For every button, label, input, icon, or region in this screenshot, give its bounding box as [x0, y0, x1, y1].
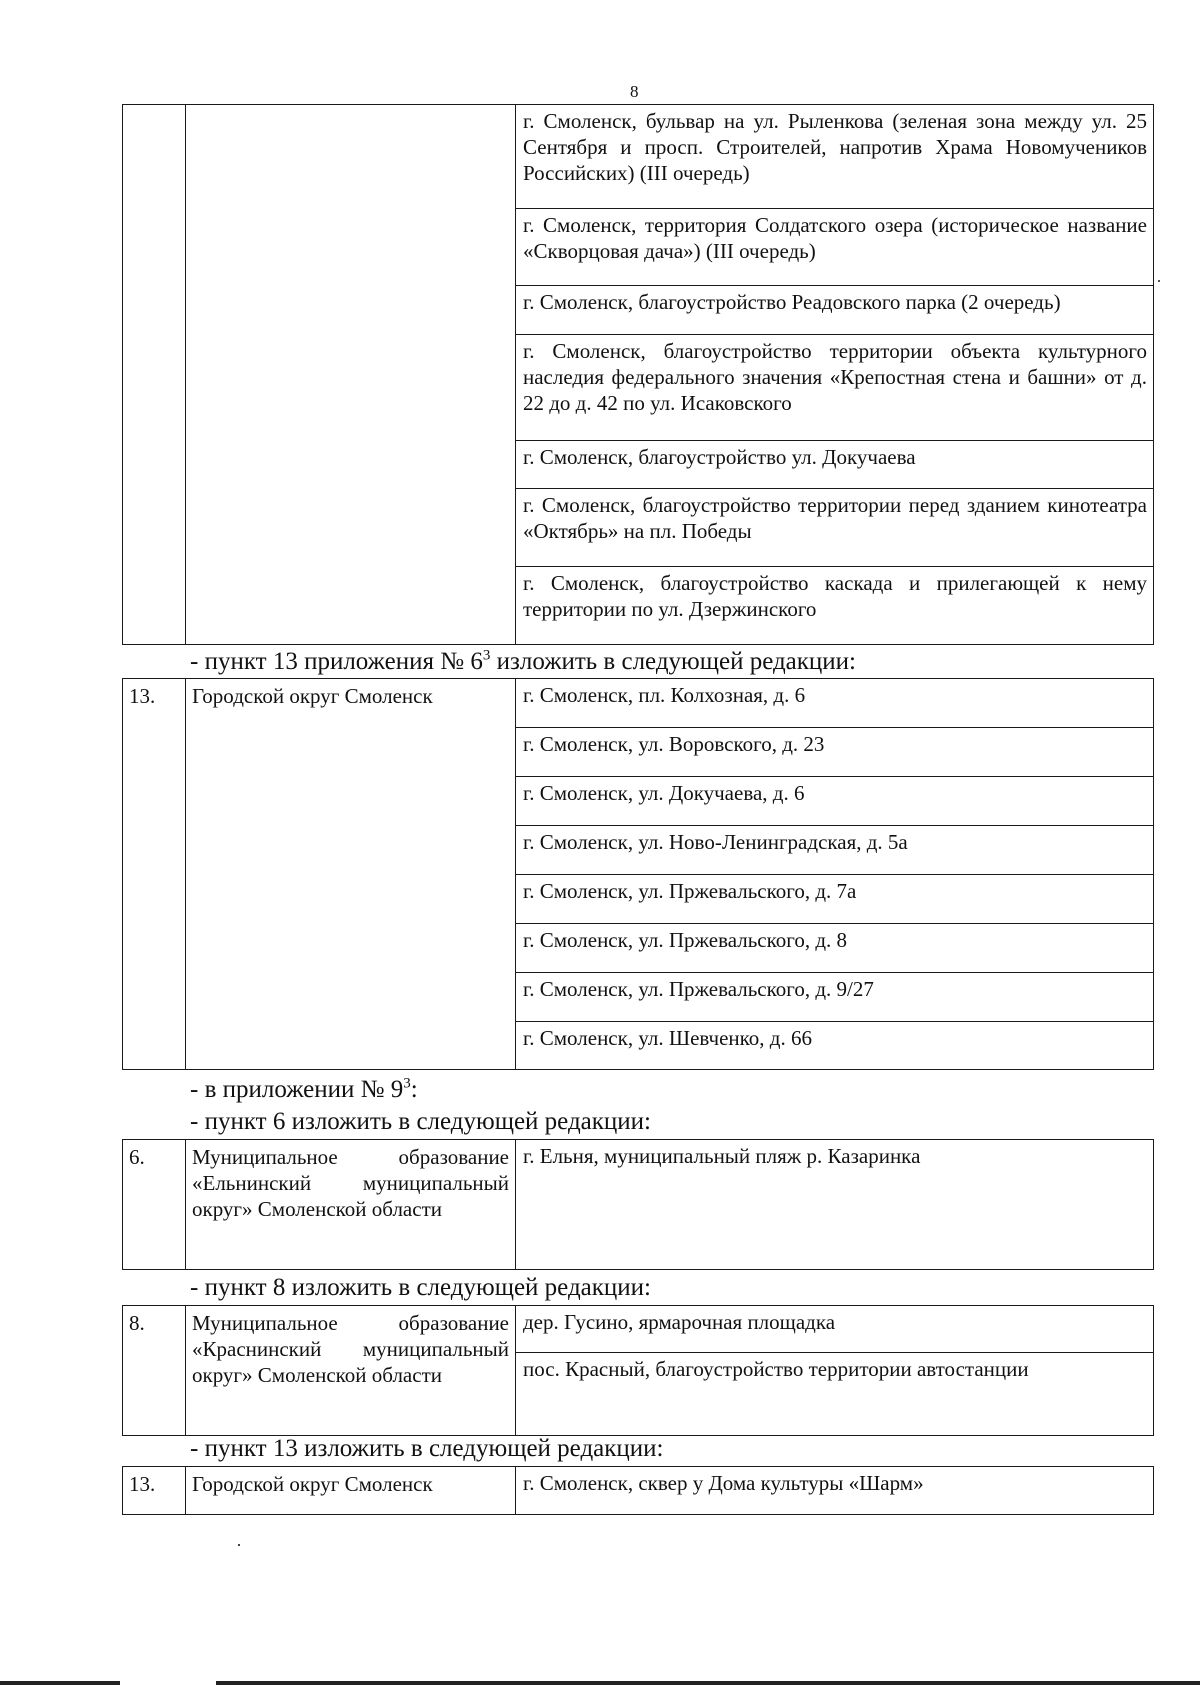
address-cell: г. Смоленск, благоустройство каскада и прилегающей к нему территории по ул. Дзержинского [516, 567, 1154, 645]
table-item-6 [122, 1139, 1154, 1270]
footer-rule [216, 1681, 1200, 1685]
address-cell: г. Смоленск, ул. Пржевальского, д. 8 [516, 924, 1154, 973]
name-cell-empty [186, 105, 516, 645]
address-cell: г. Смоленск, благоустройство территории объекта культурного наследия федерального значения «Крепостная стена и башни» от д. 22 до д. 42 по ул. Исаковского [516, 335, 1154, 441]
item-number: 8. [123, 1306, 186, 1436]
scan-dot [238, 1544, 240, 1546]
address-cell: г. Смоленск, благоустройство Реадовского парка (2 очередь) [516, 286, 1154, 335]
municipality-name: Городской округ Смоленск [186, 1467, 516, 1515]
address-cell: г. Смоленск, ул. Докучаева, д. 6 [516, 777, 1154, 826]
page-number: 8 [630, 82, 639, 101]
municipality-name: Городской округ Смоленск [186, 679, 516, 1070]
instruction-line: - пункт 13 приложения № $6^3$ изложить в следующей редакции: [190, 647, 857, 675]
address-cell: г. Смоленск, благоустройство территории перед зданием кинотеатра «Октябрь» на пл. Победы [516, 489, 1154, 567]
address-cell: г. Смоленск, ул. Пржевальского, д. 7а [516, 875, 1154, 924]
address-cell: г. Смоленск, ул. Пржевальского, д. 9/27 [516, 973, 1154, 1022]
address-cell: г. Смоленск, благоустройство ул. Докучаева [516, 441, 1154, 489]
address-cell: г. Смоленск, пл. Колхозная, д. 6 [516, 679, 1154, 728]
address-cell: г. Смоленск, бульвар на ул. Рыленкова (зеленая зона между ул. 25 Сентября и просп. Строителей, напротив Храма Новомучеников Российских) (III очередь) [516, 105, 1154, 209]
address-cell: г. Смоленск, ул. Ново-Ленинградская, д. 5а [516, 826, 1154, 875]
table-item-13-b [122, 1466, 1154, 1515]
table-item-8 [122, 1305, 1154, 1436]
footer-rule [0, 1681, 120, 1685]
table-continuation [122, 104, 1154, 645]
instruction-line: - в приложении № $9^3$: [190, 1075, 418, 1103]
address-cell: г. Смоленск, территория Солдатского озера (историческое название «Скворцовая дача») (III очередь) [516, 209, 1154, 286]
address-cell: пос. Красный, благоустройство территории автостанции [516, 1353, 1154, 1436]
item-number: 6. [123, 1140, 186, 1270]
scan-artifact [1158, 280, 1160, 282]
municipality-name: Муниципальное образование «Ельнинский муниципальный округ» Смоленской области [186, 1140, 516, 1270]
municipality-name: Муниципальное образование «Краснинский муниципальный округ» Смоленской области [186, 1306, 516, 1436]
item-number: 13. [123, 679, 186, 1070]
item-number: 13. [123, 1467, 186, 1515]
address-cell: г. Смоленск, ул. Шевченко, д. 66 [516, 1022, 1154, 1070]
address-cell: г. Смоленск, ул. Воровского, д. 23 [516, 728, 1154, 777]
instruction-line: - пункт 8 изложить в следующей редакции: [190, 1274, 651, 1301]
instruction-line: - пункт 13 изложить в следующей редакции: [190, 1435, 664, 1462]
address-cell: г. Ельня, муниципальный пляж р. Казаринка [516, 1140, 1154, 1270]
num-cell-empty [123, 105, 186, 645]
address-cell: дер. Гусино, ярмарочная площадка [516, 1306, 1154, 1353]
table-item-13 [122, 678, 1154, 1070]
address-cell: г. Смоленск, сквер у Дома культуры «Шарм» [516, 1467, 1154, 1515]
instruction-line: - пункт 6 изложить в следующей редакции: [190, 1108, 651, 1135]
